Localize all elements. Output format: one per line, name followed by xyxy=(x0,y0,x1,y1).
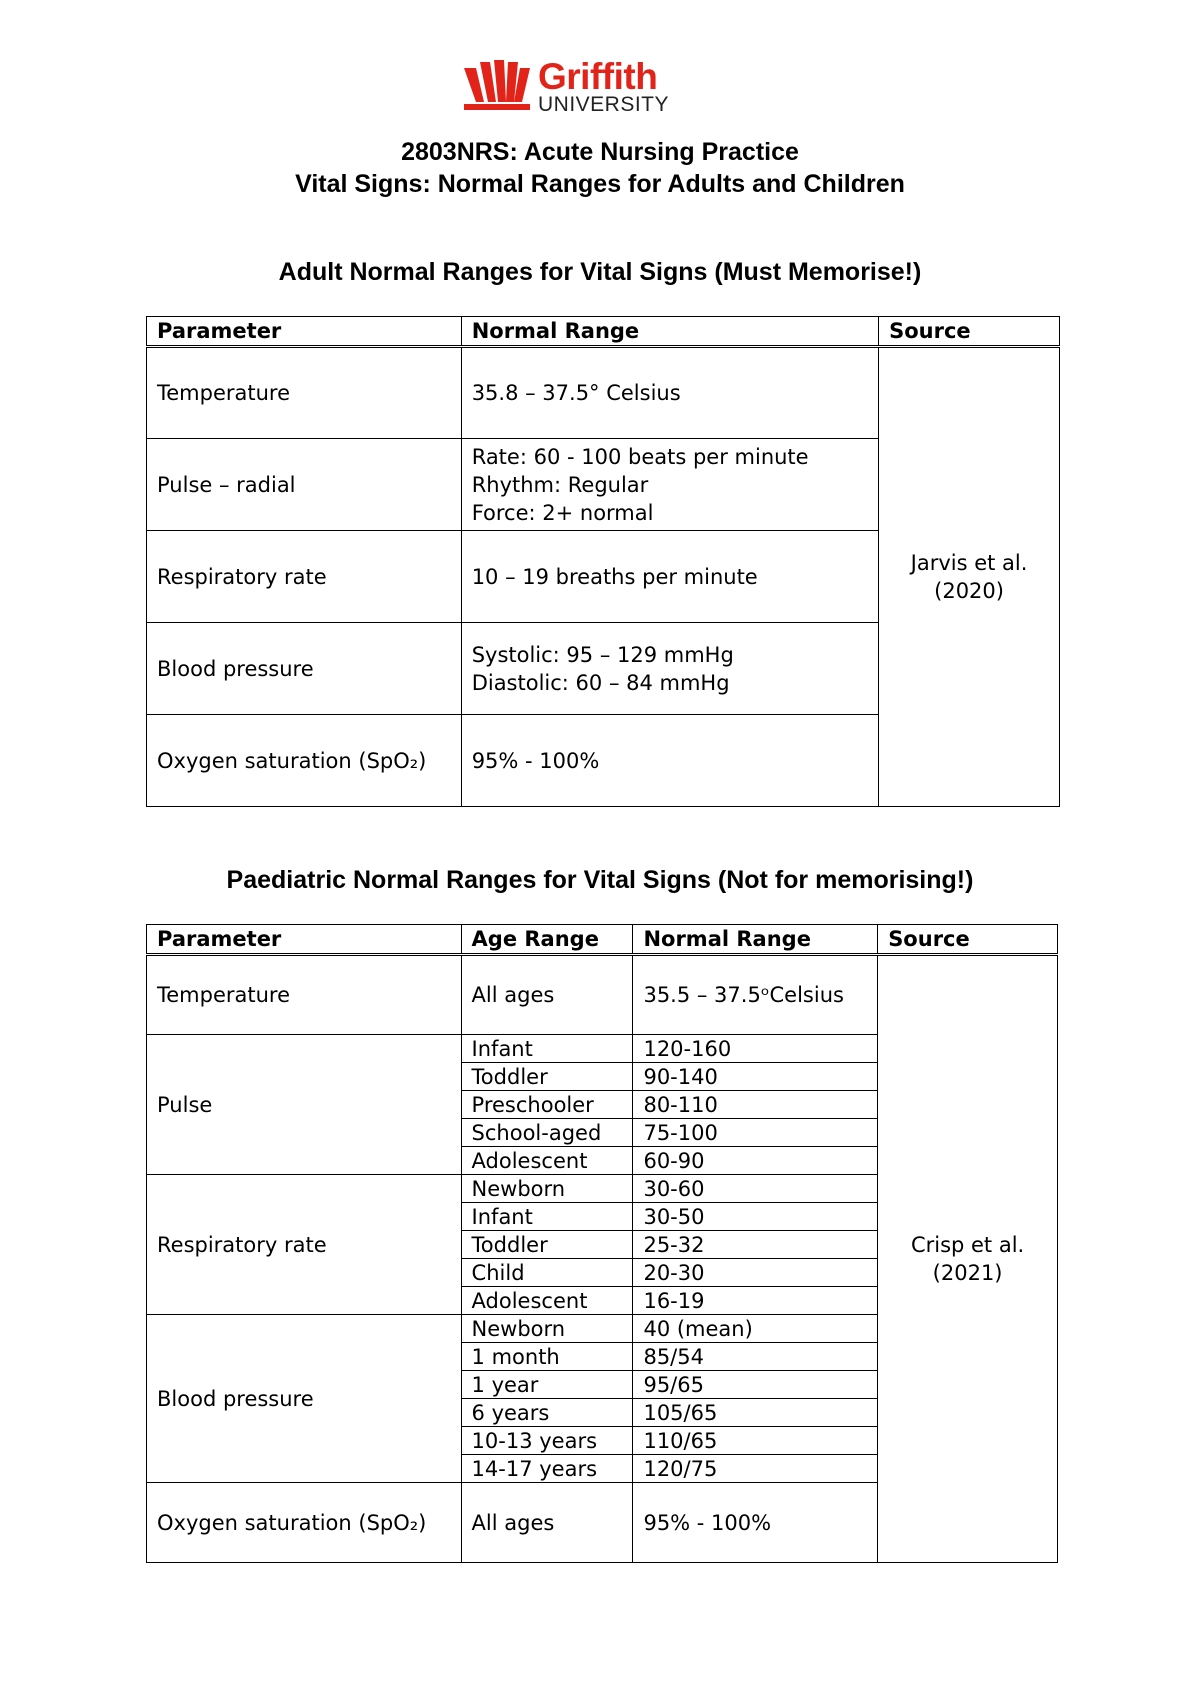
adult-header-row xyxy=(147,317,1060,347)
age-cell: Preschooler xyxy=(461,1091,633,1119)
age-cell: Infant xyxy=(461,1203,633,1231)
document-title xyxy=(0,136,1200,200)
griffith-logo xyxy=(462,58,669,115)
source-cell xyxy=(879,347,1060,807)
range-cell: 120/75 xyxy=(633,1455,878,1483)
range-line: 95% - 100% xyxy=(471,748,600,773)
logo-sub: UNIVERSITY xyxy=(538,93,670,116)
column-header: Age Range xyxy=(461,925,633,955)
page-title: Vital Signs: Normal Ranges for Adults and Children xyxy=(295,170,905,198)
parameter-cell: Respiratory rate xyxy=(147,1175,462,1315)
source-line: (2020) xyxy=(934,579,1004,603)
column-header: Parameter xyxy=(147,925,462,955)
age-cell: 10-13 years xyxy=(461,1427,633,1455)
column-header: Normal Range xyxy=(633,925,878,955)
column-header: Parameter xyxy=(147,317,462,347)
range-cell: 25-32 xyxy=(633,1231,878,1259)
age-cell: Toddler xyxy=(461,1231,633,1259)
range-cell xyxy=(461,439,878,531)
age-cell: Adolescent xyxy=(461,1147,633,1175)
parameter-cell: Oxygen saturation (SpO₂) xyxy=(147,1483,462,1563)
range-line: 10 – 19 breaths per minute xyxy=(471,564,758,589)
range-cell: 85/54 xyxy=(633,1343,878,1371)
parameter-cell: Respiratory rate xyxy=(147,531,462,623)
logo-name: Griffith xyxy=(538,56,658,97)
table-row xyxy=(147,347,1060,439)
parameter-cell: Oxygen saturation (SpO₂) xyxy=(147,715,462,807)
range-cell: 90-140 xyxy=(633,1063,878,1091)
age-cell: 6 years xyxy=(461,1399,633,1427)
range-cell: 16-19 xyxy=(633,1287,878,1315)
range-line: Rhythm: Regular xyxy=(471,472,649,497)
range-cell: 20-30 xyxy=(633,1259,878,1287)
range-line: Diastolic: 60 – 84 mmHg xyxy=(471,670,730,695)
range-cell xyxy=(461,623,878,715)
range-cell xyxy=(461,715,878,807)
adult-heading: Adult Normal Ranges for Vital Signs (Must Memorise!) xyxy=(278,258,922,286)
range-line: Force: 2+ normal xyxy=(471,500,654,525)
age-cell: 1 month xyxy=(461,1343,633,1371)
range-cell: 120-160 xyxy=(633,1035,878,1063)
age-cell: Child xyxy=(461,1259,633,1287)
parameter-cell: Pulse xyxy=(147,1035,462,1175)
parameter-cell: Blood pressure xyxy=(147,623,462,715)
range-line: Systolic: 95 – 129 mmHg xyxy=(471,642,734,667)
range-cell: 105/65 xyxy=(633,1399,878,1427)
range-cell: 95/65 xyxy=(633,1371,878,1399)
range-cell xyxy=(461,531,878,623)
source-line: Jarvis et al. xyxy=(910,551,1028,575)
range-cell: 95% - 100% xyxy=(633,1483,878,1563)
range-cell: 60-90 xyxy=(633,1147,878,1175)
range-cell: 40 (mean) xyxy=(633,1315,878,1343)
age-cell: All ages xyxy=(461,955,633,1035)
range-cell: 30-60 xyxy=(633,1175,878,1203)
source-line: (2021) xyxy=(932,1261,1003,1285)
age-cell: School-aged xyxy=(461,1119,633,1147)
adult-table xyxy=(146,316,1060,807)
range-cell: 80-110 xyxy=(633,1091,878,1119)
age-cell: All ages xyxy=(461,1483,633,1563)
range-cell xyxy=(461,347,878,439)
range-cell: 75-100 xyxy=(633,1119,878,1147)
range-cell: 110/65 xyxy=(633,1427,878,1455)
age-cell: 1 year xyxy=(461,1371,633,1399)
paediatric-header-row xyxy=(147,925,1058,955)
age-cell: Adolescent xyxy=(461,1287,633,1315)
age-cell: Infant xyxy=(461,1035,633,1063)
table-row xyxy=(147,955,1058,1035)
column-header: Source xyxy=(879,317,1060,347)
age-cell: Toddler xyxy=(461,1063,633,1091)
age-cell: 14-17 years xyxy=(461,1455,633,1483)
parameter-cell: Temperature xyxy=(147,955,462,1035)
column-header: Source xyxy=(878,925,1058,955)
range-cell: 30-50 xyxy=(633,1203,878,1231)
range-line: 35.8 – 37.5° Celsius xyxy=(471,381,681,405)
griffith-crest-icon xyxy=(462,58,532,114)
age-cell: Newborn xyxy=(461,1175,633,1203)
age-cell: Newborn xyxy=(461,1315,633,1343)
column-header: Normal Range xyxy=(461,317,878,347)
paediatric-table xyxy=(146,924,1058,1563)
paediatric-heading: Paediatric Normal Ranges for Vital Signs (Not for memorising!) xyxy=(226,866,974,894)
range-line: Rate: 60 - 100 beats per minute xyxy=(471,444,809,469)
range-cell: 35.5 – 37.5ᵒCelsius xyxy=(633,955,878,1035)
source-cell xyxy=(878,955,1058,1563)
parameter-cell: Temperature xyxy=(147,347,462,439)
parameter-cell: Pulse – radial xyxy=(147,439,462,531)
parameter-cell: Blood pressure xyxy=(147,1315,462,1483)
course-title: 2803NRS: Acute Nursing Practice xyxy=(401,138,799,166)
source-line: Crisp et al. xyxy=(910,1233,1025,1257)
